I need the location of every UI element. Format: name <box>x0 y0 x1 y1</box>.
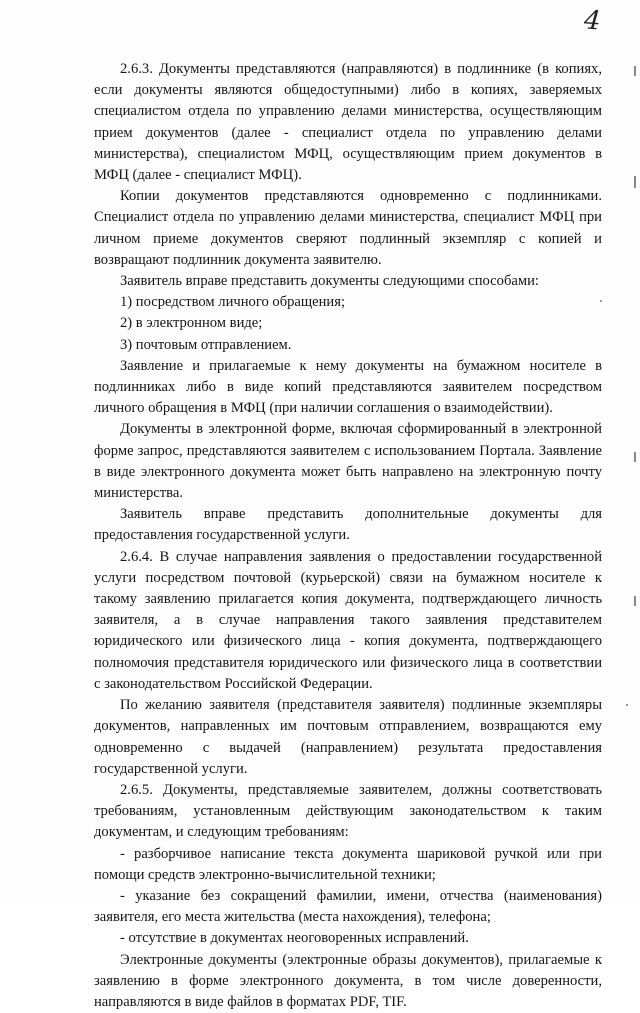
paragraph-submission-methods: Заявитель вправе представить документы следующими способами: <box>120 273 539 290</box>
scan-edge-mark <box>634 176 636 188</box>
paragraph-additional-documents: Заявитель вправе представить дополнительные документы для предоставления государственной услуги. <box>94 506 602 544</box>
requirement-full-name: - указание без сокращений фамилии, имени, отчества (наименования) заявителя, его места жительства (места нахождения), телефона; <box>94 887 602 926</box>
scan-edge-mark <box>634 596 636 606</box>
scan-dot <box>600 300 602 302</box>
paragraph-copies: Копии документов представляются одновременно с подлинниками. Специалист отдела по управлению делами министерства, специалист МФЦ при личном приеме документов сверяют подлинный экземпляр с копией и возвращают подлинник документа заявителю. <box>94 188 602 268</box>
paragraph-2-6-3: 2.6.3. Документы представляются (направляются) в подлиннике (в копиях, если документы являются общедоступными) либо в копиях, заверяемых специалистом отдела по управлению делами министерства, осуществляющим прием документов (далее - специалист отдела по управлению делами министерства), специалистом МФЦ, осуществляющим прием документов в МФЦ (далее - специалист МФЦ). <box>94 61 602 184</box>
scan-edge-mark <box>634 452 636 462</box>
paragraph-2-6-4: 2.6.4. В случае направления заявления о предоставлении государственной услуги посредством почтовой (курьерской) связи на бумажном носителе к такому заявлению прилагается копия документа, подтверждающего личность заявителя, а в случае направления такого заявления представителем юридического или физического лица - копия документа, подтверждающего полномочия представителя юридического или физического лица в соответствии с законодательством Российской Федерации. <box>94 548 602 692</box>
scan-edge-mark <box>634 66 636 76</box>
requirement-legible: - разборчивое написание текста документа шариковой ручкой или при помощи средств электронно-вычислительной техники; <box>94 845 602 883</box>
list-item-electronic: 2) в электронном виде; <box>120 315 263 332</box>
scan-dot <box>626 704 628 706</box>
list-item-postal: 3) почтовым отправлением. <box>120 336 292 353</box>
paragraph-2-6-5: 2.6.5. Документы, представляемые заявителем, должны соответствовать требованиям, установленным действующим законодательством к таким документам, и следующим требованиям: <box>94 781 602 841</box>
page-number-handwritten: 4 <box>582 5 602 37</box>
list-item-personal: 1) посредством личного обращения; <box>120 294 346 311</box>
paragraph-file-formats: Электронные документы (электронные образы документов), прилагаемые к заявлению в форме электронного документа, в том числе доверенности, направляются в виде файлов в форматах PDF, TIF. <box>94 951 602 1010</box>
requirement-no-corrections: - отсутствие в документах неоговоренных исправлений. <box>120 930 469 947</box>
paragraph-paper-documents: Заявление и прилагаемые к нему документы на бумажном носителе в подлинниках либо в виде копий представляются заявителем посредством личного обращения в МФЦ (при наличии соглашения о взаимодействии). <box>94 357 602 417</box>
document-body <box>94 59 602 1013</box>
paragraph-electronic-documents: Документы в электронной форме, включая сформированный в электронной форме запрос, представляются заявителем с использованием Портала. Заявление в виде электронного документа может быть направлено на электронную почту министерства. <box>94 421 602 502</box>
paragraph-return-originals: По желанию заявителя (представителя заявителя) подлинные экземпляры документов, направленных им почтовым отправлением, возвращаются ему одновременно с выдачей (направлением) результата предоставления государственной услуги. <box>94 697 602 777</box>
